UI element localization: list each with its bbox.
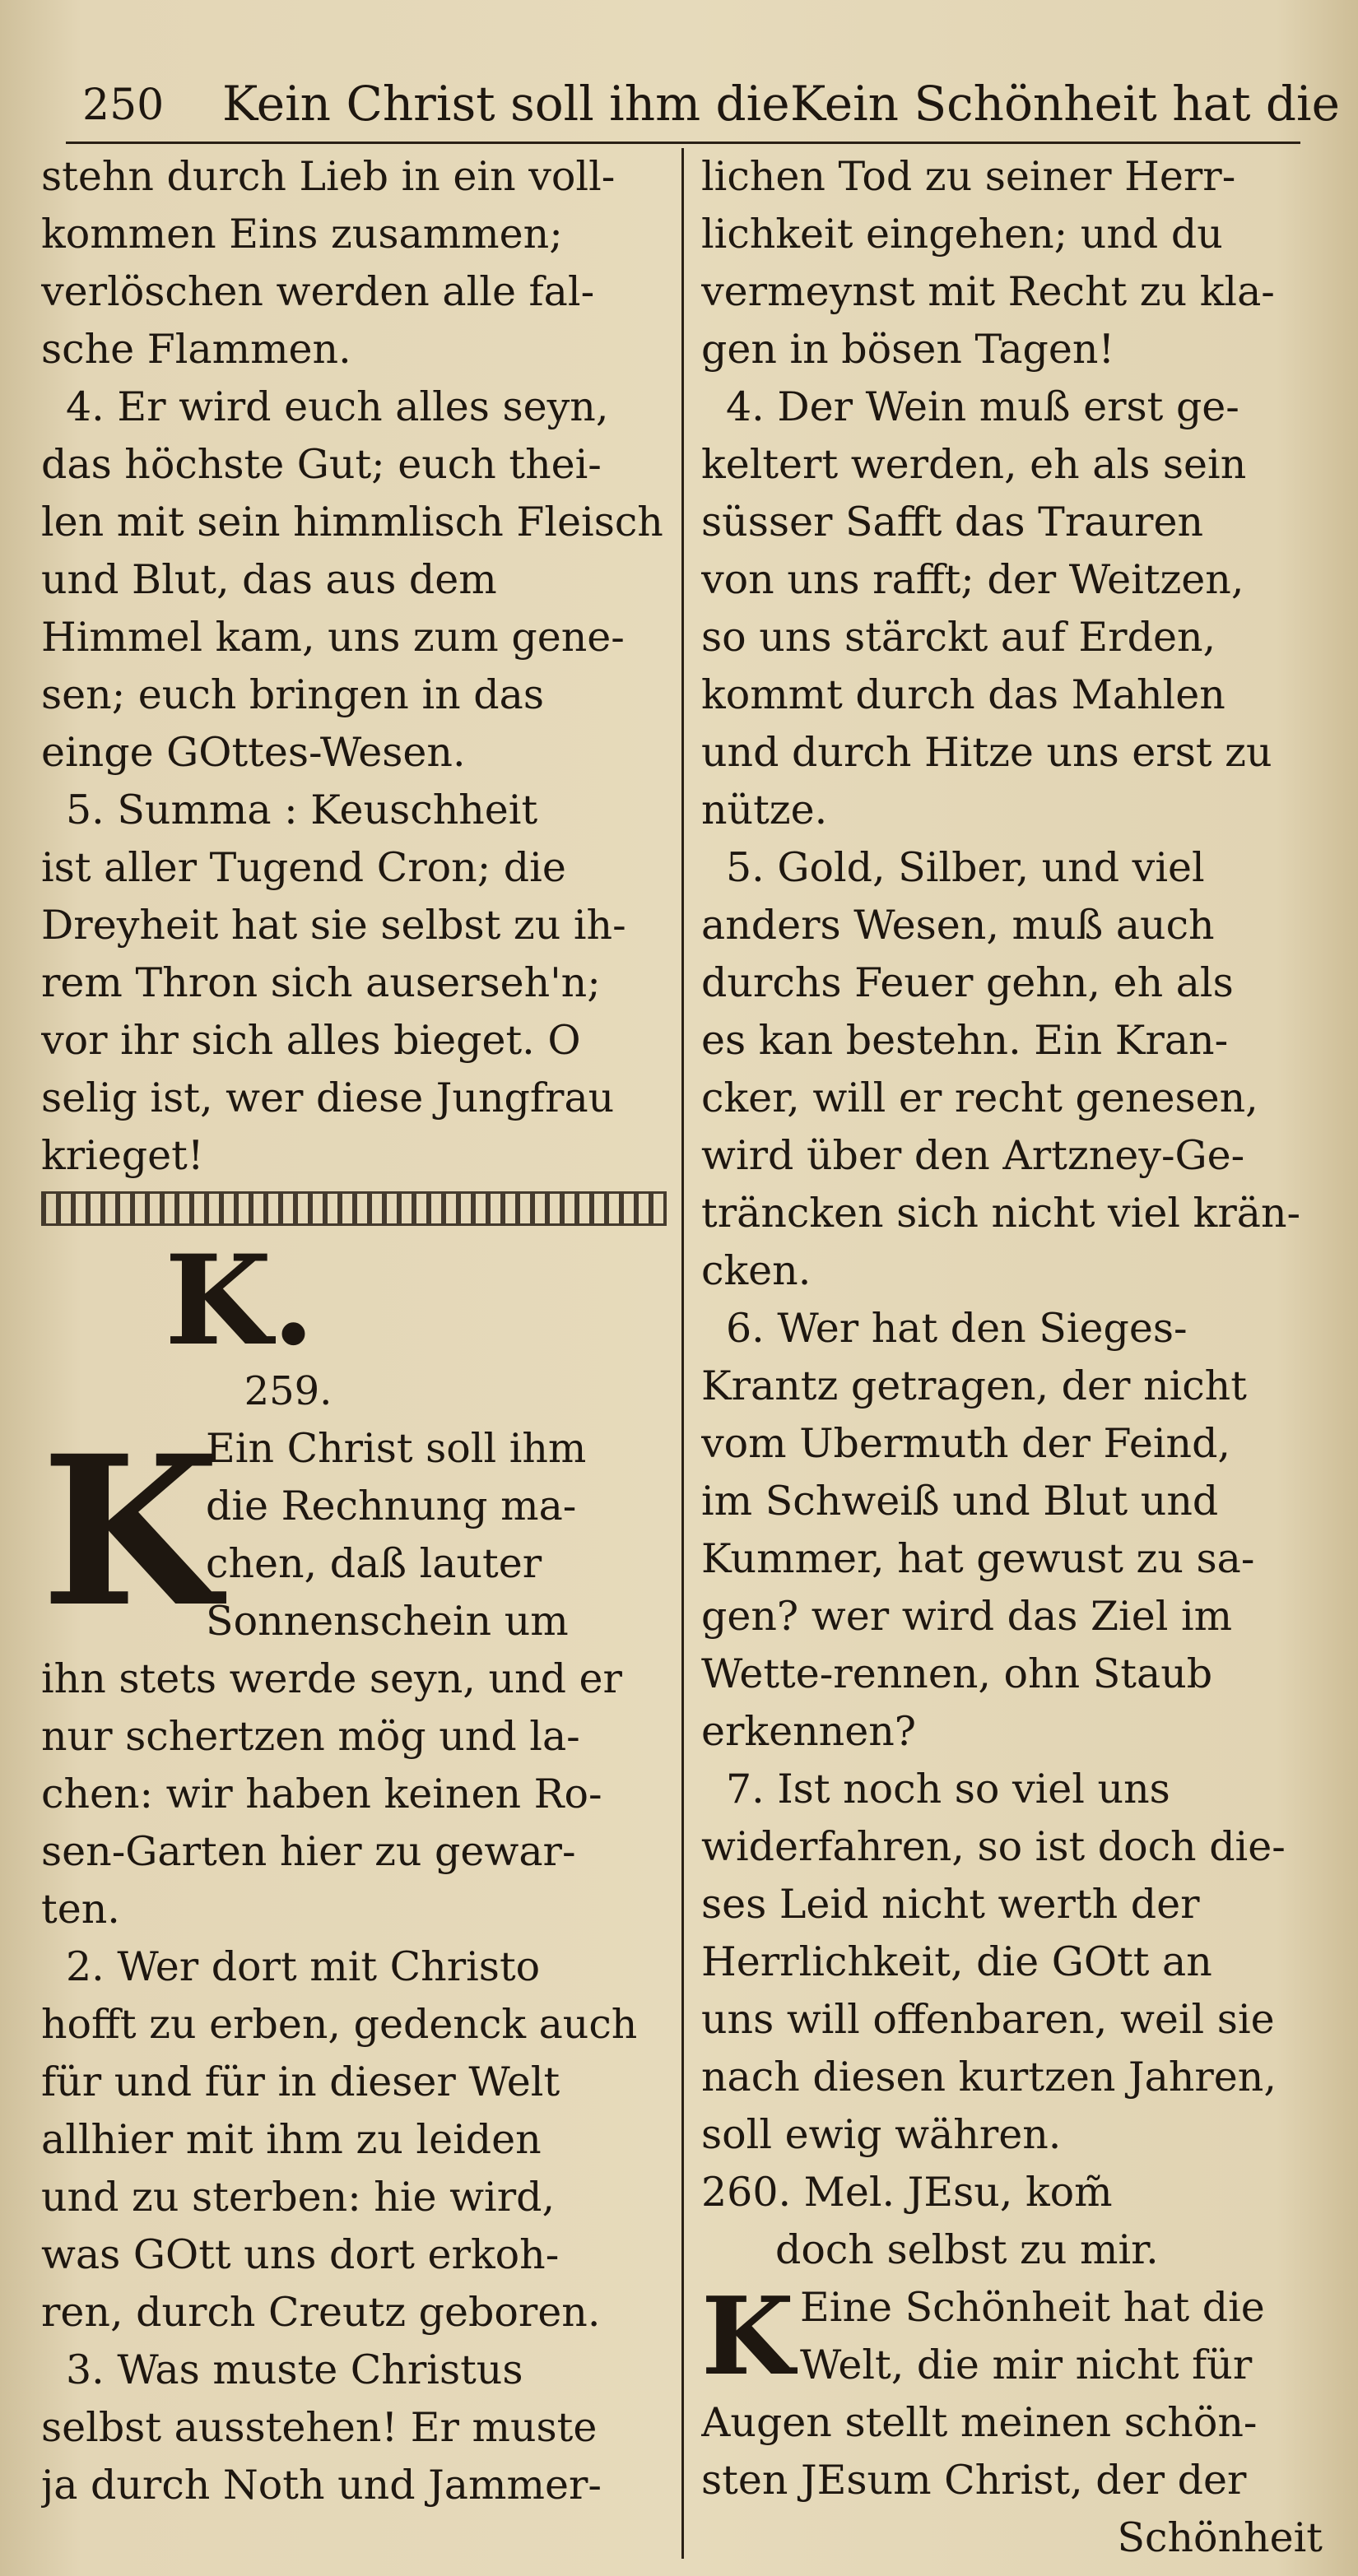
text-line: im Schweiß und Blut und — [701, 1478, 1219, 1525]
text-line: vermeynst mit Recht zu kla- — [701, 268, 1275, 315]
catchword: Schönheit — [1117, 2514, 1323, 2561]
verse-start: 6. Wer hat den Sieges- — [726, 1305, 1188, 1352]
text-line: vor ihr sich alles bieget. O — [41, 1017, 581, 1064]
text-line: kommen Eins zusammen; — [41, 211, 563, 258]
section-letter: K. — [165, 1228, 315, 1373]
melody-heading: 260. Mel. JEsu, kom̃ — [701, 2169, 1113, 2216]
page-number: 250 — [82, 81, 165, 130]
text-line: gen in bösen Tagen! — [701, 326, 1115, 373]
text-line: Kummer, hat gewust zu sa- — [701, 1535, 1255, 1582]
text-line: widerfahren, so ist doch die- — [701, 1823, 1286, 1870]
drop-cap: K — [701, 2273, 794, 2399]
column-divider — [681, 148, 684, 2559]
text-line: erkennen? — [701, 1708, 917, 1755]
text-line: chen: wir haben keinen Ro- — [41, 1771, 602, 1817]
verse-start: 4. Er wird euch alles seyn, — [66, 383, 609, 430]
text-line: wird über den Artzney-Ge- — [701, 1132, 1245, 1179]
text-line: Eine Schönheit hat die — [800, 2284, 1265, 2331]
text-line: ses Leid nicht werth der — [701, 1881, 1200, 1928]
text-line: Ein Christ soll ihm — [206, 1425, 587, 1472]
running-header — [66, 76, 1340, 144]
text-line: Sonnenschein um — [206, 1598, 569, 1645]
text-line: von uns rafft; der Weitzen, — [701, 556, 1244, 603]
text-line: nach diesen kurtzen Jahren, — [701, 2054, 1277, 2100]
text-line: was GOtt uns dort erkoh- — [41, 2231, 560, 2278]
text-line: einge GOttes-Wesen. — [41, 729, 466, 776]
text-line: lichen Tod zu seiner Herr- — [701, 153, 1236, 200]
text-line: Dreyheit hat sie selbst zu ih- — [41, 902, 626, 949]
text-line: hofft zu erben, gedenck auch — [41, 2001, 638, 2048]
text-line: und Blut, das aus dem — [41, 556, 497, 603]
text-line: nütze. — [701, 787, 828, 833]
verse-start: 4. Der Wein muß erst ge- — [726, 383, 1239, 430]
verse-start: 2. Wer dort mit Christo — [66, 1943, 541, 1990]
ornament-rule — [41, 1191, 667, 1226]
text-line: Welt, die mir nicht für — [800, 2342, 1253, 2388]
text-line: durchs Feuer gehn, eh als — [701, 959, 1234, 1006]
hymn-opening — [41, 1410, 667, 1652]
text-line: anders Wesen, muß auch — [701, 902, 1215, 949]
text-line: rem Thron sich auserseh'n; — [41, 959, 601, 1006]
text-line: sen-Garten hier zu gewar- — [41, 1828, 576, 1875]
text-line: gen? wer wird das Ziel im — [701, 1593, 1233, 1640]
hymn-opening — [701, 2273, 1323, 2399]
text-line: vom Ubermuth der Feind, — [701, 1420, 1231, 1467]
running-head-left: Kein Christ soll ihm die — [222, 76, 790, 132]
text-line: kommt durch das Mahlen — [701, 671, 1225, 718]
hymn-number: 259. — [244, 1368, 333, 1414]
text-line: selig ist, wer diese Jungfrau — [41, 1074, 615, 1121]
text-line: für und für in dieser Welt — [41, 2058, 560, 2105]
text-line: sche Flammen. — [41, 326, 351, 373]
melody-heading-cont: doch selbst zu mir. — [775, 2226, 1159, 2273]
text-line: selbst ausstehen! Er muste — [41, 2404, 598, 2451]
text-line: sen; euch bringen in das — [41, 671, 544, 718]
text-line: es kan bestehn. Ein Kran- — [701, 1017, 1229, 1064]
right-column — [701, 148, 1323, 2560]
text-line: allhier mit ihm zu leiden — [41, 2116, 542, 2163]
text-line: ja durch Noth und Jammer- — [41, 2462, 602, 2509]
text-line: soll ewig währen. — [701, 2111, 1062, 2158]
text-line: Augen stellt meinen schön- — [701, 2399, 1258, 2446]
text-line: sten JEsum Christ, der der — [701, 2457, 1247, 2504]
text-line: lichkeit eingehen; und du — [701, 211, 1223, 258]
verse-start: 5. Gold, Silber, und viel — [726, 844, 1205, 891]
text-line: und zu sterben: hie wird, — [41, 2174, 556, 2221]
text-line: die Rechnung ma- — [206, 1483, 577, 1529]
text-line: Himmel kam, uns zum gene- — [41, 614, 625, 661]
running-head-right: Kein Schönheit hat die — [790, 76, 1340, 132]
text-line: uns will offenbaren, weil sie — [701, 1996, 1275, 2043]
text-line: len mit sein himmlisch Fleisch — [41, 499, 663, 545]
verse-start: 3. Was muste Christus — [66, 2346, 523, 2393]
text-line: nur schertzen mög und la- — [41, 1713, 580, 1760]
verse-start: 5. Summa : Keuschheit — [66, 787, 538, 833]
verse-start: 7. Ist noch so viel uns — [726, 1766, 1170, 1812]
text-line: verlöschen werden alle fal- — [41, 268, 595, 315]
drop-cap: K — [41, 1410, 221, 1652]
text-line: süsser Safft das Trauren — [701, 499, 1204, 545]
text-line: ist aller Tugend Cron; die — [41, 844, 566, 891]
text-line: ren, durch Creutz geboren. — [41, 2289, 601, 2336]
text-line: das höchste Gut; euch thei- — [41, 441, 602, 488]
text-line: Krantz getragen, der nicht — [701, 1362, 1247, 1409]
left-column — [41, 148, 667, 2560]
text-line: ihn stets werde seyn, und er — [41, 1655, 622, 1702]
text-line: träncken sich nicht viel krän- — [701, 1190, 1301, 1237]
text-line: so uns stärckt auf Erden, — [701, 614, 1216, 661]
text-line: cken. — [701, 1247, 812, 1294]
text-line: und durch Hitze uns erst zu — [701, 729, 1272, 776]
text-line: Wette-rennen, ohn Staub — [701, 1650, 1213, 1697]
text-line: krieget! — [41, 1132, 204, 1179]
text-line: chen, daß lauter — [206, 1540, 542, 1587]
text-line: stehn durch Lieb in ein voll- — [41, 153, 616, 200]
text-line: keltert werden, eh als sein — [701, 441, 1247, 488]
text-line: cker, will er recht genesen, — [701, 1074, 1258, 1121]
text-line: Herrlichkeit, die GOtt an — [701, 1938, 1212, 1985]
text-line: ten. — [41, 1886, 120, 1933]
